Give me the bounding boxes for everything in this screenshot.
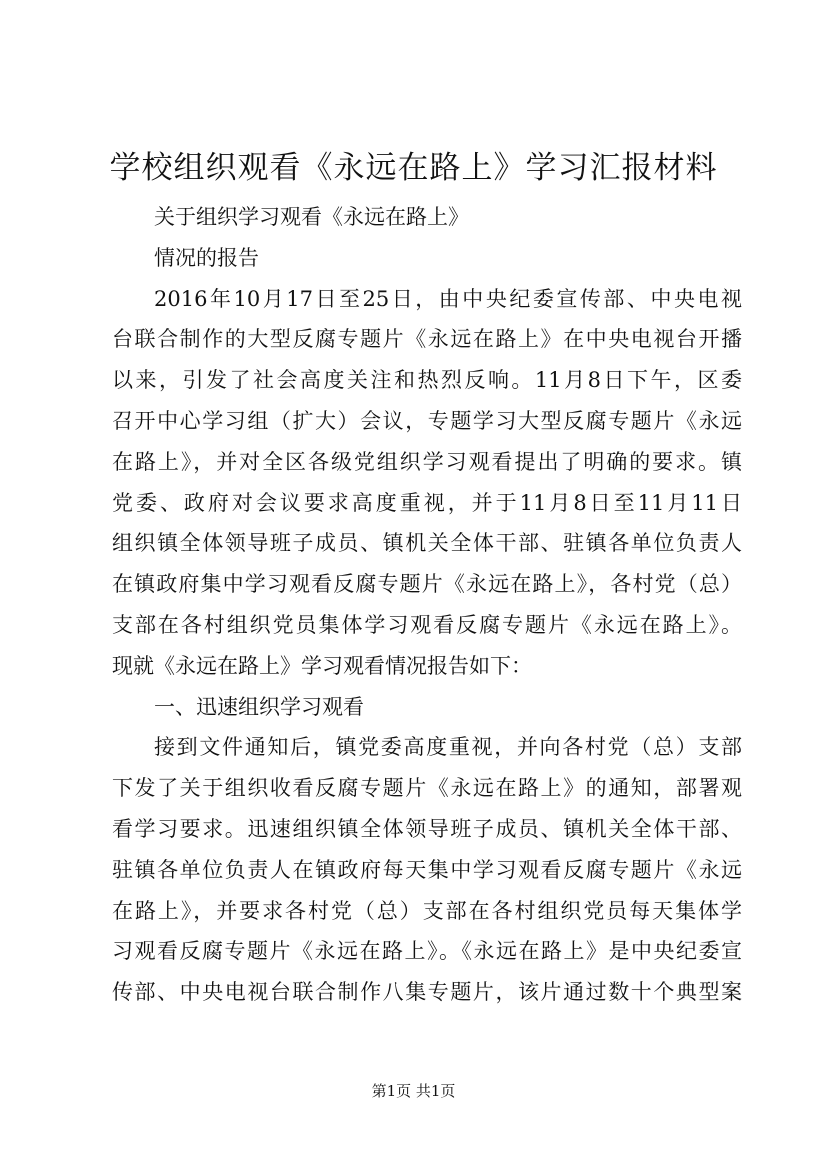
page-footer: 第1页 共1页	[371, 1082, 456, 1100]
paragraph-line: 2016年10月17日至25日，由中央纪委宣传部、中央电视	[154, 286, 742, 311]
paragraph-line: 接到文件通知后，镇党委高度重视，并向各村党（总）支部	[154, 735, 742, 760]
paragraph-line: 召开中心学习组（扩大）会议，专题学习大型反腐专题片《永远	[112, 408, 742, 433]
paragraph-line: 支部在各村组织党员集体学习观看反腐专题片《永远在路上》。	[112, 612, 742, 637]
paragraph-line: 在路上》，并对全区各级党组织学习观看提出了明确的要求。镇	[112, 449, 742, 474]
paragraph-line: 在镇政府集中学习观看反腐专题片《永远在路上》，各村党（总）	[112, 572, 742, 597]
document-body	[112, 197, 742, 1013]
paragraph-line: 组织镇全体领导班子成员、镇机关全体干部、驻镇各单位负责人	[112, 531, 742, 556]
paragraph-line: 一、迅速组织学习观看	[154, 694, 364, 719]
paragraph-line: 台联合制作的大型反腐专题片《永远在路上》在中央电视台开播	[112, 327, 742, 352]
paragraph-line: 习观看反腐专题片《永远在路上》。《永远在路上》是中央纪委宣	[112, 939, 742, 964]
paragraph-line: 驻镇各单位负责人在镇政府每天集中学习观看反腐专题片《永远	[112, 857, 742, 882]
paragraph-line: 党委、政府对会议要求高度重视，并于11月8日至11月11日	[112, 490, 742, 515]
paragraph-line: 关于组织学习观看《永远在路上》	[154, 205, 469, 229]
paragraph-line: 传部、中央电视台联合制作八集专题片，该片通过数十个典型案	[112, 980, 742, 1005]
paragraph-line: 下发了关于组织收看反腐专题片《永远在路上》的通知，部署观	[112, 776, 742, 801]
paragraph-line: 现就《永远在路上》学习观看情况报告如下：	[112, 653, 532, 678]
paragraph-line: 情况的报告	[154, 245, 259, 270]
paragraph-line: 以来，引发了社会高度关注和热烈反响。11月8日下午，区委	[112, 368, 742, 393]
document-title: 学校组织观看《永远在路上》学习汇报材料	[109, 150, 718, 186]
paragraph-line: 看学习要求。迅速组织镇全体领导班子成员、镇机关全体干部、	[112, 816, 742, 841]
paragraph-line: 在路上》，并要求各村党（总）支部在各村组织党员每天集体学	[112, 898, 742, 923]
